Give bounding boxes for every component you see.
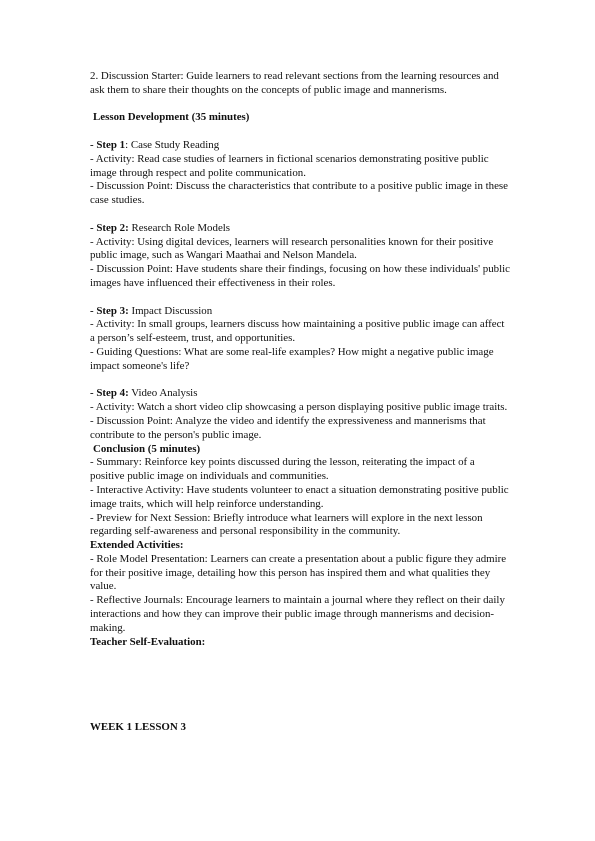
step-4	[90, 387, 510, 442]
conclusion-line: - Summary: Reinforce key points discussed during the lesson, reiterating the impact of a positive public image on individuals and communities.	[90, 456, 475, 483]
step-line: - Discussion Point: Analyze the video and identify the expressiveness and mannerisms that contribute to the person's public image.	[90, 414, 486, 441]
conclusion-heading: Conclusion (5 minutes)	[93, 442, 201, 455]
lesson-content	[90, 70, 510, 649]
step-label: - Step 3:	[90, 304, 129, 317]
extended-line: - Reflective Journals: Encourage learners to maintain a journal where they reflect on their daily interactions and how they can improve their public image through mannerisms and decision-making.	[90, 594, 505, 634]
step-label: - Step 1	[90, 138, 126, 151]
step-title: Impact Discussion	[128, 304, 213, 317]
step-line: - Activity: Read case studies of learners in fictional scenarios demonstrating positive public image through respect and polite communication.	[90, 152, 489, 179]
step-line: - Discussion Point: Have students share their findings, focusing on how these individuals' public images have influenced their effectiveness in their roles.	[90, 263, 510, 289]
conclusion-line: - Preview for Next Session: Briefly introduce what learners will explore in the next lesson regarding self-awareness and personal responsibility in the community.	[90, 511, 483, 538]
step-title: Research Role Models	[128, 221, 231, 234]
extended-line: - Role Model Presentation: Learners can create a presentation about a public figure they admire for their positive image, detailing how this person has inspired them and what qualities they value.	[90, 552, 507, 593]
step-title: Video Analysis	[128, 387, 198, 400]
step-line: - Activity: In small groups, learners discuss how maintaining a positive public image can affect a person’s self-esteem, trust, and opportunities.	[90, 318, 505, 345]
step-line: - Activity: Watch a short video clip showcasing a person displaying positive public image traits.	[90, 401, 508, 414]
discussion-starter: 2. Discussion Starter: Guide learners to read relevant sections from the learning resources and ask them to share their thoughts on the concepts of public image and mannerisms.	[90, 70, 499, 96]
step-line: - Discussion Point: Discuss the characteristics that contribute to a positive public image in these case studies.	[90, 180, 508, 207]
lesson-development-heading: Lesson Development (35 minutes)	[93, 111, 250, 124]
conclusion-section	[90, 443, 510, 540]
extended-activities-section	[90, 539, 510, 636]
step-2	[90, 222, 510, 291]
step-1	[90, 139, 510, 208]
step-title: : Case Study Reading	[125, 138, 220, 151]
step-label: - Step 2:	[90, 221, 129, 234]
conclusion-line: - Interactive Activity: Have students volunteer to enact a situation demonstrating positive public image traits, which will help reinforce understanding.	[90, 483, 509, 510]
step-3	[90, 305, 510, 374]
step-line: - Activity: Using digital devices, learners will research personalities known for their positive public image, such as Wangari Maathai and Nelson Mandela.	[90, 235, 494, 262]
week-lesson-label: WEEK 1 LESSON 3	[90, 721, 186, 733]
teacher-self-evaluation-heading: Teacher Self-Evaluation:	[90, 635, 206, 648]
step-line: - Guiding Questions: What are some real-life examples? How might a negative public image impact someone's life?	[90, 345, 494, 372]
extended-heading: Extended Activities:	[90, 539, 184, 552]
step-label: - Step 4:	[90, 387, 129, 400]
